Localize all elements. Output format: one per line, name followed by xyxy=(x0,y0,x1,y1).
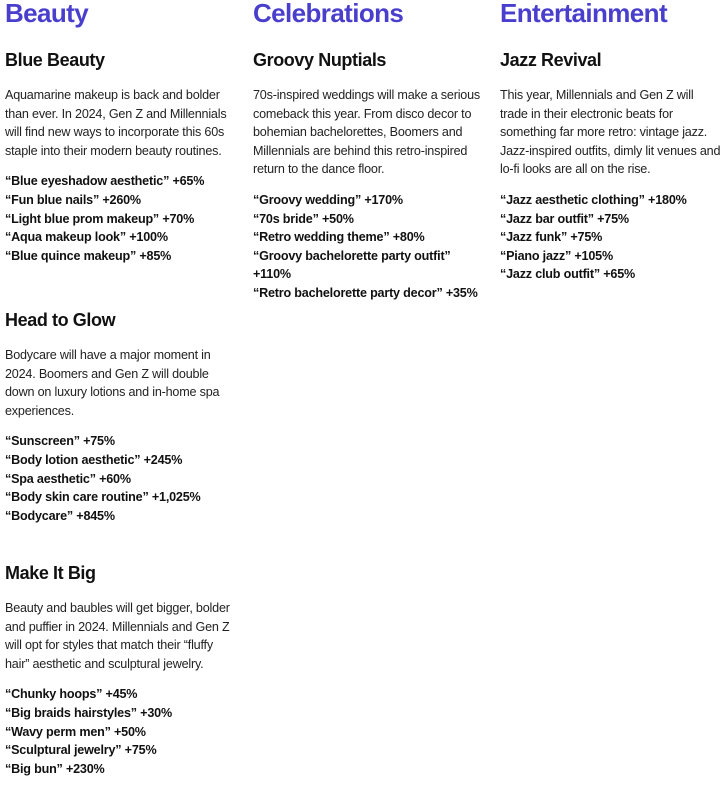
category-heading: Beauty xyxy=(5,0,89,28)
trend-item: “Body skin care routine” +1,025% xyxy=(5,490,201,505)
trend-item: “Jazz funk” +75% xyxy=(500,230,603,245)
trend-item: “Spa aesthetic” +60% xyxy=(5,471,131,486)
category-heading: Entertainment xyxy=(500,0,668,28)
section-description: Aquamarine makeup is back and bolder than ever. In 2024, Gen Z and Millennials will find new ways to incorporate this 60s staple into their modern beauty routines. xyxy=(5,88,227,158)
column-beauty xyxy=(5,0,240,776)
trend-item: “Aqua makeup look” +100% xyxy=(5,230,168,245)
section-make-it-big xyxy=(5,562,240,778)
trend-item: “Blue quince makeup” +85% xyxy=(5,248,172,263)
section-description: Bodycare will have a major moment in 2024. Boomers and Gen Z will double down on luxury lotions and in-home spa experiences. xyxy=(5,348,220,418)
section-title: Blue Beauty xyxy=(5,50,105,70)
trend-item: “Retro wedding theme” +80% xyxy=(253,230,425,245)
category-heading: Celebrations xyxy=(253,0,404,28)
trend-list xyxy=(253,191,488,303)
section-title: Groovy Nuptials xyxy=(253,50,387,70)
column-celebrations xyxy=(253,0,488,300)
trend-item: “Sculptural jewelry” +75% xyxy=(5,743,157,758)
trend-item: “Chunky hoops” +45% xyxy=(5,687,138,702)
trend-item: “Groovy wedding” +170% xyxy=(253,192,403,207)
trend-item: “Big bun” +230% xyxy=(5,761,105,776)
trend-item: “Light blue prom makeup” +70% xyxy=(5,211,195,226)
trend-item: “Piano jazz” +105% xyxy=(500,248,613,263)
trend-item: “Groovy bachelorette party outfit” +110% xyxy=(253,248,451,282)
trend-list xyxy=(5,432,240,525)
section-title: Make It Big xyxy=(5,563,96,583)
trend-item: “Jazz club outfit” +65% xyxy=(500,267,636,282)
trend-item: “Blue eyeshadow aesthetic” +65% xyxy=(5,174,205,189)
section-blue-beauty xyxy=(5,49,240,265)
section-head-to-glow xyxy=(5,309,240,525)
trend-item: “Bodycare” +845% xyxy=(5,508,115,523)
section-jazz-revival xyxy=(500,49,724,284)
section-title: Jazz Revival xyxy=(500,50,602,70)
trend-item: “70s bride” +50% xyxy=(253,211,354,226)
trend-item: “Fun blue nails” +260% xyxy=(5,192,141,207)
trend-item: “Body lotion aesthetic” +245% xyxy=(5,452,183,467)
trend-item: “Sunscreen” +75% xyxy=(5,434,115,449)
section-groovy-nuptials xyxy=(253,49,488,303)
trend-item: “Jazz bar outfit” +75% xyxy=(500,211,629,226)
section-description: Beauty and baubles will get bigger, bolder and puffier in 2024. Millennials and Gen Z will opt for styles that match their “fluffy hair” aesthetic and sculptural jewelry. xyxy=(5,601,230,671)
trend-item: “Big braids hairstyles” +30% xyxy=(5,705,172,720)
trend-item: “Jazz aesthetic clothing” +180% xyxy=(500,192,687,207)
trend-list xyxy=(5,172,240,265)
column-entertainment xyxy=(500,0,724,282)
trend-list xyxy=(500,191,724,284)
section-description: 70s-inspired weddings will make a serious comeback this year. From disco decor to bohemian bachelorettes, Boomers and Millennials are behind this retro-inspired return to the dance floor. xyxy=(253,88,480,177)
section-description: This year, Millennials and Gen Z will trade in their electronic beats for something far more retro: vintage jazz. Jazz-inspired outfits, dimly lit venues and lo-fi looks are all on the rise. xyxy=(500,88,721,177)
trend-item: “Retro bachelorette party decor” +35% xyxy=(253,285,478,300)
trend-list xyxy=(5,685,240,778)
section-title: Head to Glow xyxy=(5,310,116,330)
trend-item: “Wavy perm men” +50% xyxy=(5,724,146,739)
